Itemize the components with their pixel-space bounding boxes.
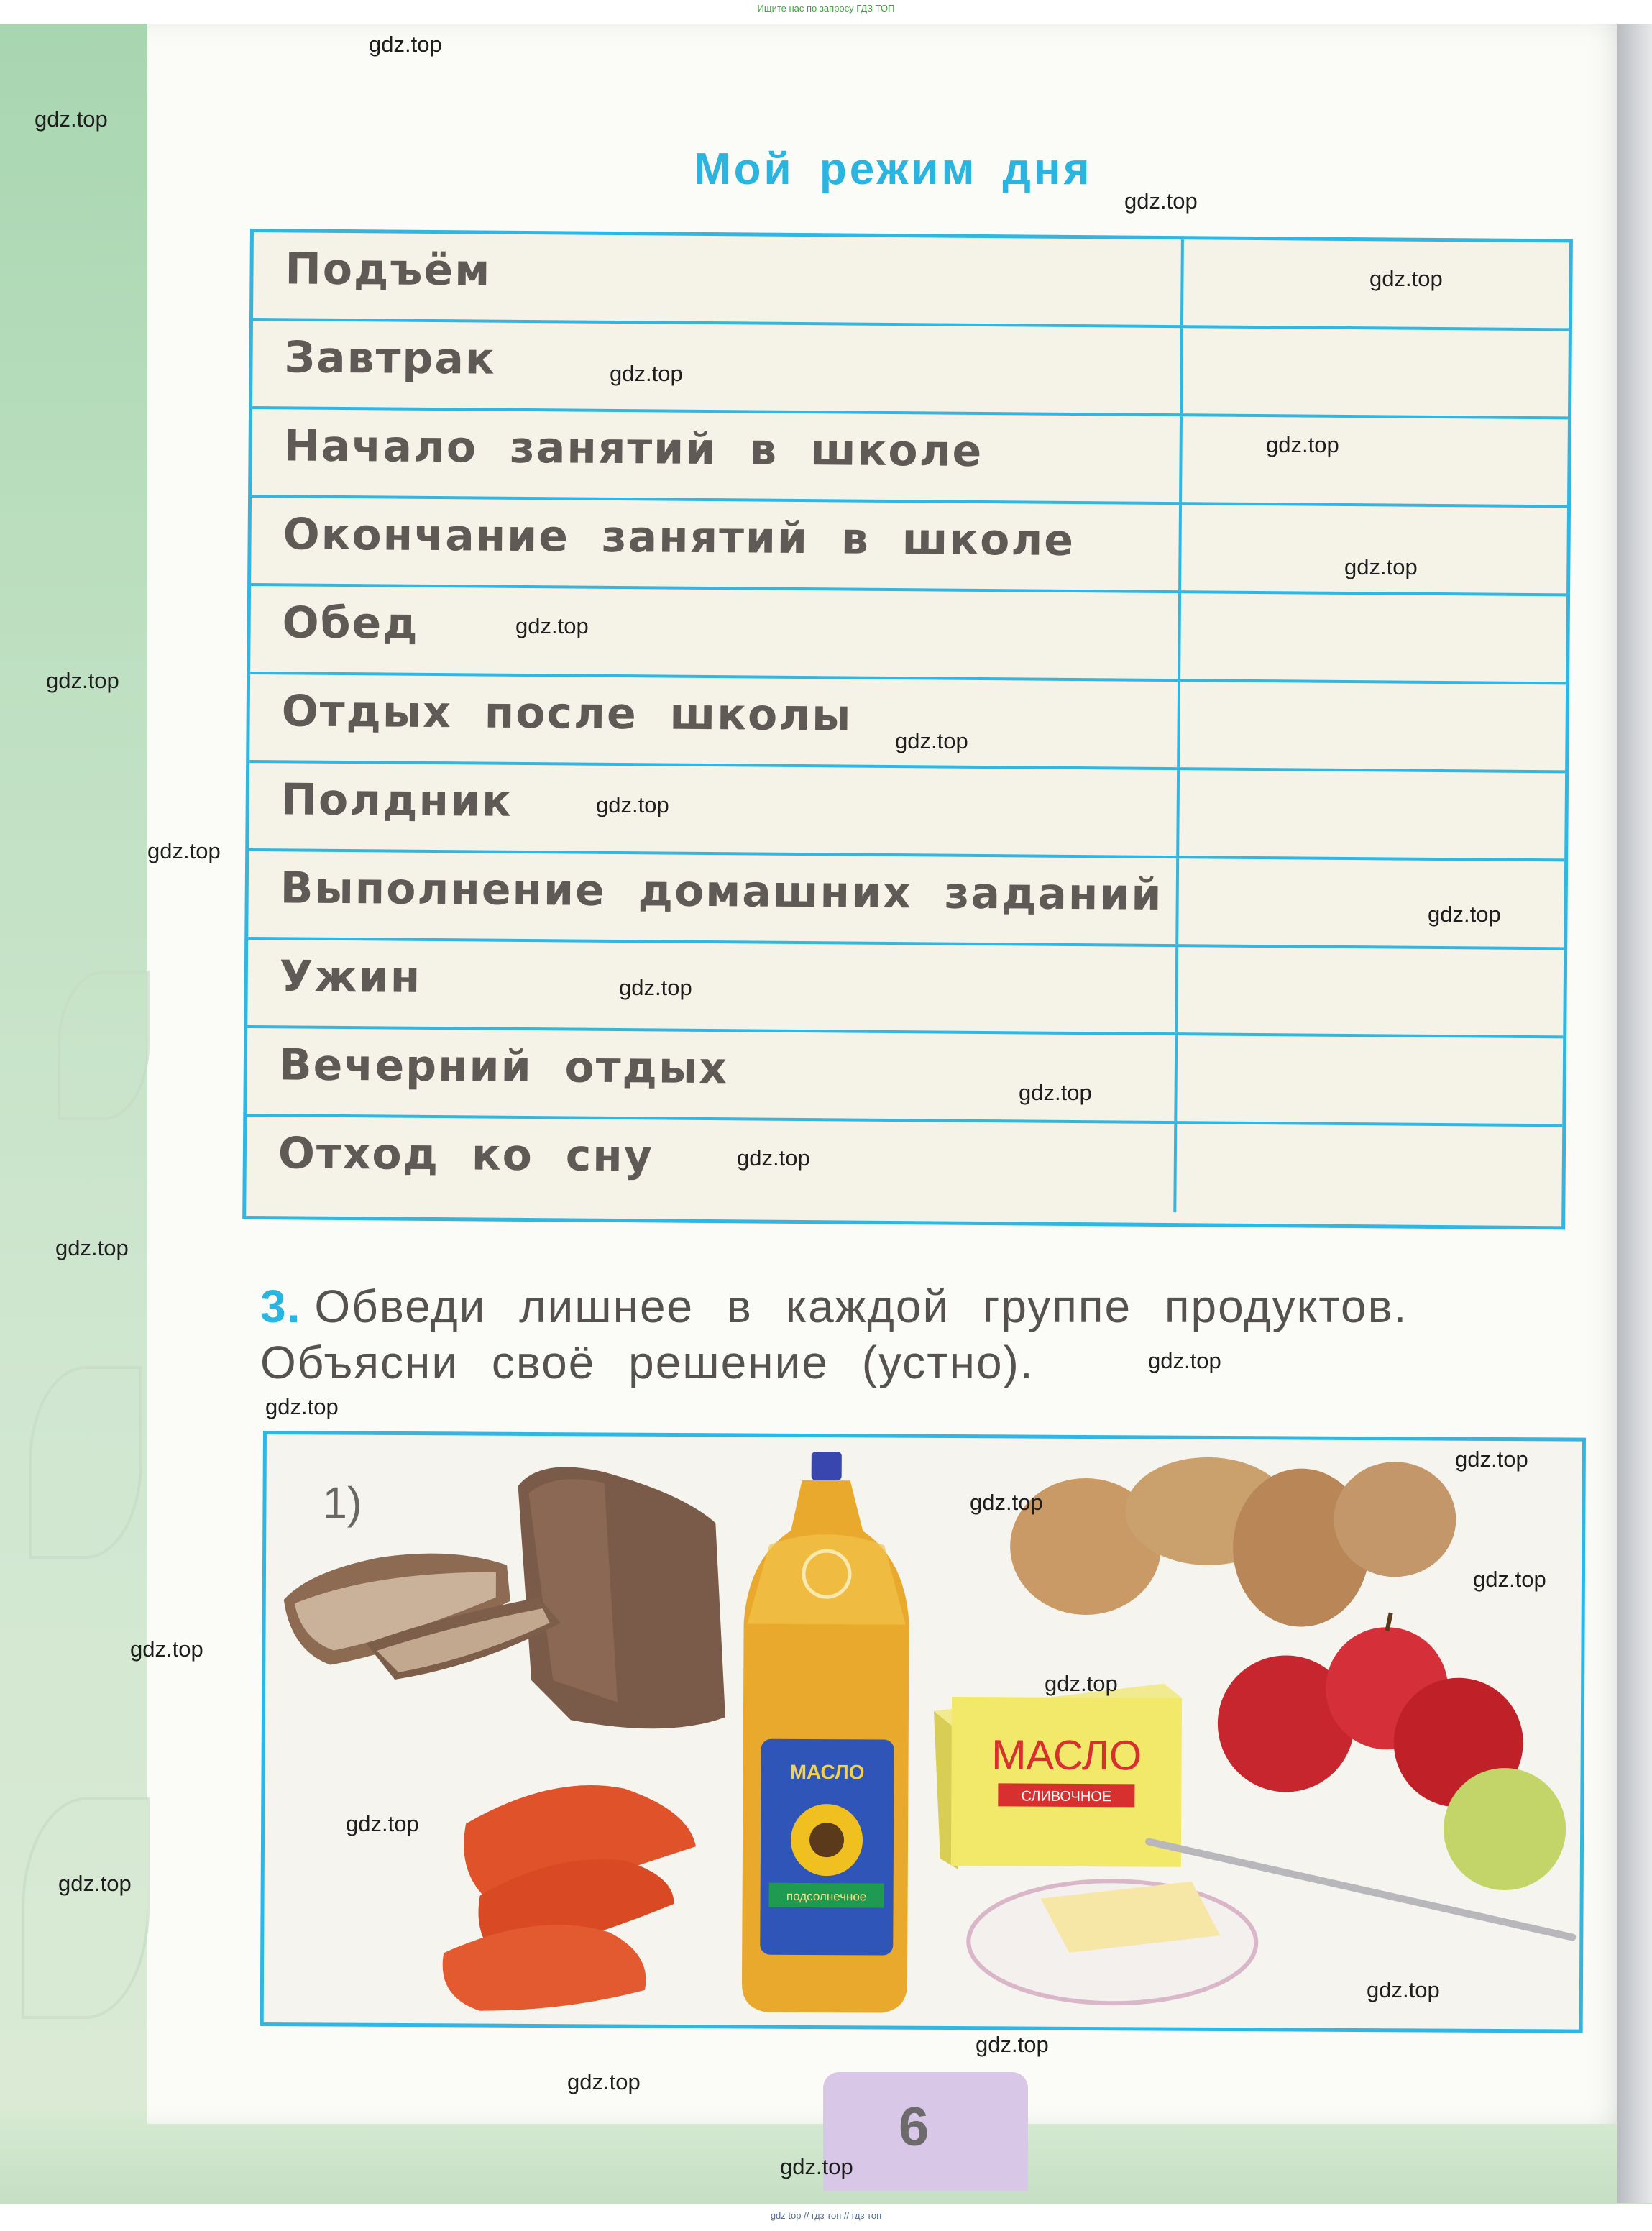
row-label: Выполнение домашних заданий (248, 851, 1179, 944)
watermark: gdz.top (35, 106, 108, 132)
row-label: Обед (250, 586, 1181, 679)
time-cell[interactable] (1179, 770, 1565, 858)
row-label: Полдник (249, 763, 1180, 856)
oil-sublabel: подсолнечное (786, 1889, 867, 1904)
watermark: gdz.top (1473, 1567, 1546, 1592)
watermark: gdz.top (1148, 1348, 1221, 1373)
watermark: gdz.top (147, 838, 221, 863)
row-label: Начало занятий в школе (252, 409, 1183, 502)
watermark: gdz.top (895, 728, 968, 753)
butter-sublabel: СЛИВОЧНОЕ (1021, 1788, 1112, 1805)
watermark: gdz.top (976, 2032, 1049, 2057)
oil-label: МАСЛО (789, 1760, 865, 1784)
watermark: gdz.top (567, 2069, 641, 2094)
watermark: gdz.top (346, 1811, 419, 1836)
table-row (247, 940, 1564, 1038)
product-illustrations (264, 1434, 1582, 2030)
task-3 (260, 1278, 1597, 1391)
time-cell[interactable] (1178, 858, 1564, 947)
watermark: gdz.top (1344, 554, 1418, 579)
book-spine-edge (1617, 24, 1652, 2203)
watermark: gdz.top (1045, 1671, 1118, 1696)
bread-image[interactable] (283, 1465, 727, 1728)
row-label: Окончание занятий в школе (251, 498, 1182, 590)
leaf-decoration (22, 1797, 150, 2019)
row-label: Отдых после школы (249, 674, 1180, 767)
watermark: gdz.top (970, 1490, 1043, 1515)
top-banner: Ищите нас по запросу ГДЗ ТОП (757, 3, 895, 14)
table-row (250, 586, 1566, 684)
apples-image[interactable] (1217, 1612, 1567, 1891)
row-label: Отход ко сну (246, 1117, 1177, 1212)
bottom-banner: gdz top // гдз топ // гдз топ (770, 2210, 882, 2221)
group-number: 1) (322, 1478, 362, 1529)
carrots-image[interactable] (442, 1785, 696, 2012)
table-row (248, 851, 1564, 950)
watermark: gdz.top (46, 668, 119, 693)
potatoes-image[interactable] (1010, 1456, 1456, 1627)
watermark: gdz.top (130, 1636, 203, 1662)
leaf-decoration (29, 1366, 142, 1559)
task-line-2: Объясни своё решение (устно). (260, 1337, 1034, 1388)
watermark: gdz.top (58, 1871, 132, 1896)
leaf-decoration (58, 971, 150, 1120)
time-cell[interactable] (1182, 416, 1568, 505)
time-cell[interactable] (1180, 593, 1566, 682)
row-label: Завтрак (252, 321, 1183, 413)
table-row (249, 763, 1565, 861)
time-cell[interactable] (1178, 947, 1564, 1035)
table-row (252, 321, 1569, 419)
watermark: gdz.top (1019, 1080, 1092, 1105)
time-cell[interactable] (1176, 1124, 1562, 1215)
watermark: gdz.top (55, 1235, 129, 1260)
row-label: Вечерний отдых (247, 1028, 1178, 1121)
task-instruction: Обведи лишнее в каждой группе продуктов. (314, 1281, 1408, 1332)
time-cell[interactable] (1183, 328, 1569, 416)
page-title: Мой режим дня (694, 145, 1093, 194)
watermark: gdz.top (1455, 1447, 1528, 1472)
watermark: gdz.top (369, 32, 442, 57)
watermark: gdz.top (515, 613, 589, 638)
watermark: gdz.top (596, 792, 669, 817)
row-label: Подъём (253, 232, 1184, 325)
watermark: gdz.top (1266, 432, 1339, 457)
table-row (246, 1117, 1562, 1215)
sunflower-oil-bottle-image[interactable] (742, 1452, 910, 2013)
watermark: gdz.top (737, 1145, 810, 1171)
butter-label: МАСЛО (991, 1731, 1142, 1779)
row-label: Ужин (247, 940, 1178, 1032)
watermark: gdz.top (619, 975, 692, 1000)
watermark: gdz.top (610, 361, 683, 386)
table-row (252, 409, 1568, 508)
task-number: 3. (260, 1281, 302, 1332)
watermark: gdz.top (1124, 188, 1198, 214)
watermark: gdz.top (780, 2154, 853, 2179)
table-row (251, 498, 1567, 596)
task-line-1 (260, 1278, 1597, 1334)
table-row (247, 1028, 1563, 1127)
watermark: gdz.top (1428, 902, 1501, 927)
page-number: 6 (899, 2097, 930, 2158)
time-cell[interactable] (1177, 1035, 1563, 1124)
watermark: gdz.top (265, 1394, 339, 1419)
product-group-box (260, 1431, 1586, 2033)
watermark: gdz.top (1369, 266, 1443, 291)
time-cell[interactable] (1180, 682, 1566, 770)
watermark: gdz.top (1367, 1977, 1440, 2002)
table-row (249, 674, 1566, 773)
